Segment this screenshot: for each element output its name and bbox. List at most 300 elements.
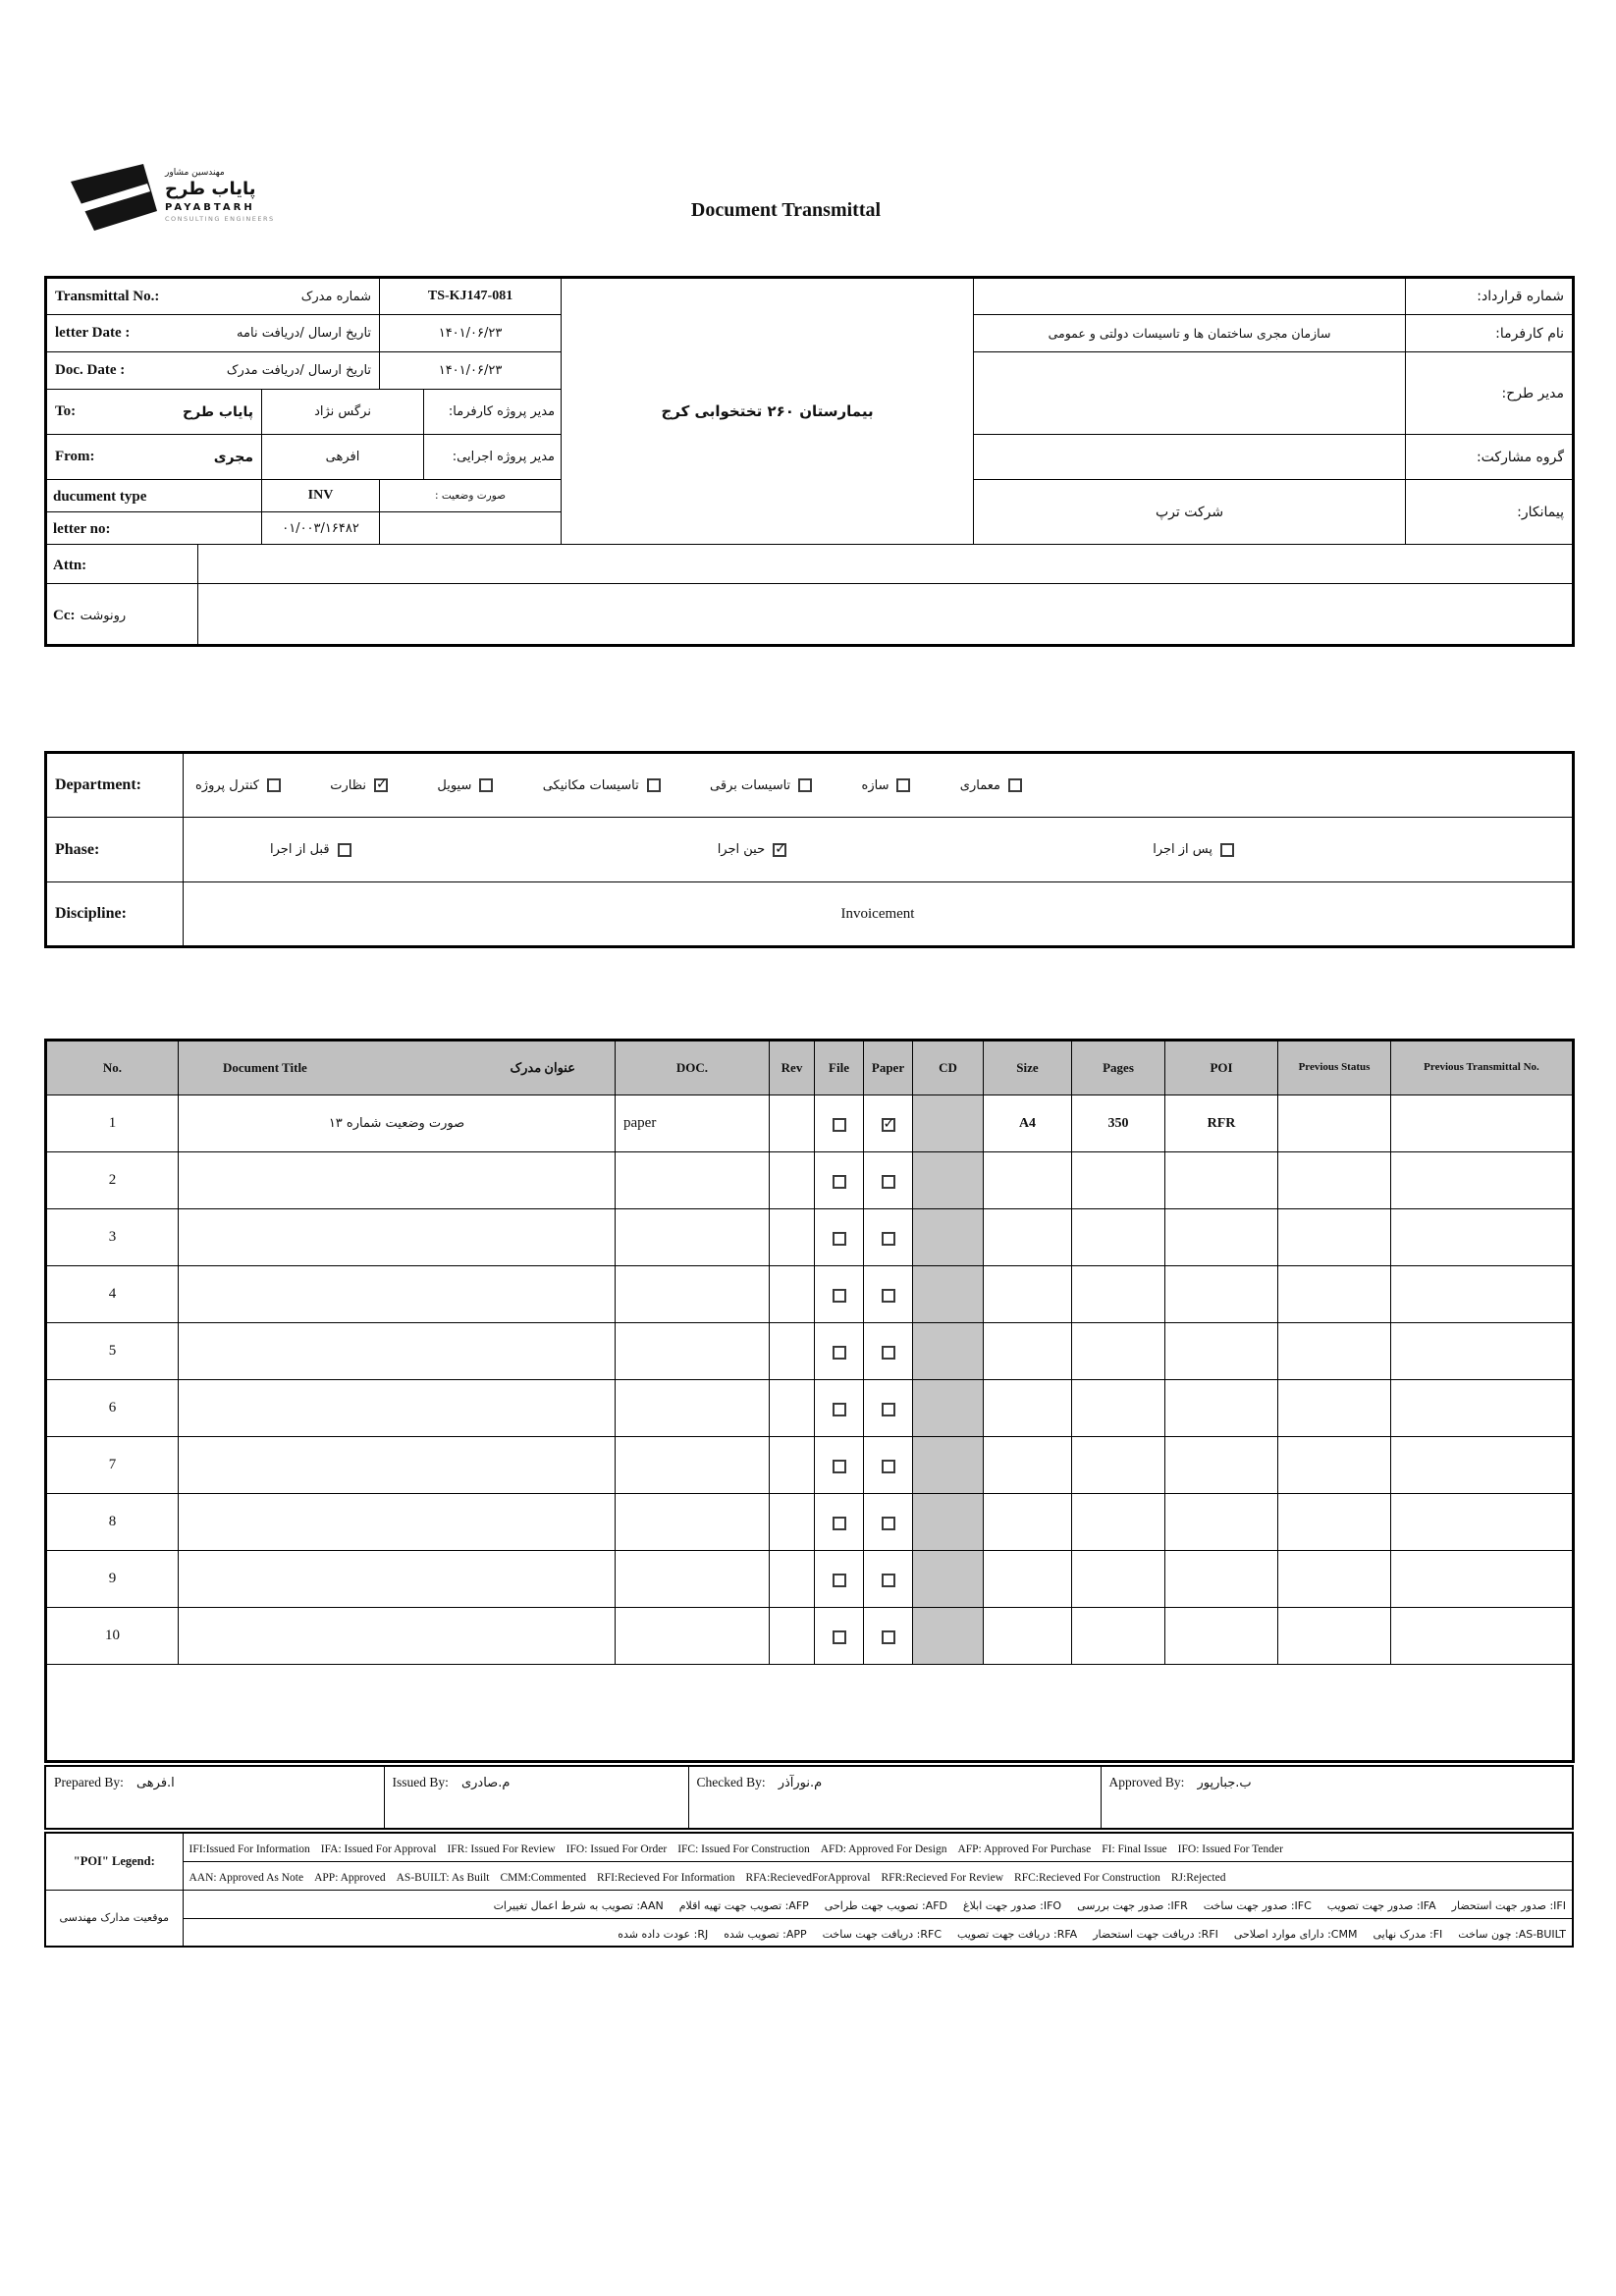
to-cell: [46, 390, 262, 435]
row-cd: [913, 1494, 984, 1551]
row-prev-status: [1278, 1095, 1391, 1152]
row-no: 3: [46, 1209, 179, 1266]
legend-item: RJ:Rejected: [1170, 1872, 1226, 1884]
checked-by-name: م.نورآذر: [778, 1776, 823, 1790]
row-poi: [1165, 1494, 1278, 1551]
cc-label: Cc:: [53, 607, 76, 623]
blank-area: [46, 1665, 1574, 1762]
row-title: [179, 1323, 616, 1380]
page-title: Document Transmittal: [690, 199, 882, 221]
row-pages: [1072, 1551, 1165, 1608]
checkbox-icon[interactable]: [882, 1175, 895, 1189]
option-label: سازه: [861, 777, 889, 793]
row-poi: [1165, 1437, 1278, 1494]
legend-item: IFA: Issued For Approval: [320, 1843, 437, 1856]
checkbox-icon[interactable]: [338, 843, 351, 857]
doc-table-row: [46, 1095, 1574, 1152]
row-prev-transmittal: [1391, 1152, 1574, 1209]
exec-pm-label: مدیر پروژه اجرایی:: [424, 435, 562, 480]
row-pages: [1072, 1266, 1165, 1323]
phase-option[interactable]: [1153, 842, 1234, 857]
client-pm-value: نرگس نژاد: [262, 390, 424, 435]
payabtarh-logo-icon: [69, 162, 159, 233]
empty-cell: [380, 512, 562, 545]
row-poi: [1165, 1323, 1278, 1380]
transmittal-no-label: Transmittal No.:: [55, 288, 160, 304]
row-title: [179, 1152, 616, 1209]
row-size: [984, 1494, 1072, 1551]
prepared-by-name: ا.فرهی: [135, 1776, 175, 1790]
to-label: To:: [55, 403, 77, 419]
department-option[interactable]: [437, 778, 493, 793]
contract-no-value: [974, 278, 1406, 315]
row-file-cell: [815, 1152, 864, 1209]
checkbox-checked-icon[interactable]: [374, 778, 388, 792]
checkbox-icon[interactable]: [833, 1175, 846, 1189]
doc-type-label-fa: صورت وضعیت :: [380, 480, 562, 512]
row-cd: [913, 1323, 984, 1380]
legend-item: AS-BUILT: As Built: [396, 1872, 490, 1884]
row-file-cell: [815, 1437, 864, 1494]
row-prev-status: [1278, 1551, 1391, 1608]
col-header-rev: Rev: [770, 1041, 815, 1095]
row-file-cell: [815, 1323, 864, 1380]
checkbox-icon[interactable]: [882, 1517, 895, 1530]
legend-item: CMM:Commented: [500, 1872, 587, 1884]
doc-type-cell: [46, 480, 262, 512]
col-header-paper: Paper: [864, 1041, 913, 1095]
attn-cell: [46, 545, 198, 584]
row-title: [179, 1266, 616, 1323]
department-options: [184, 778, 1028, 793]
legend-item: FI: Final Issue: [1102, 1843, 1167, 1856]
row-prev-status: [1278, 1608, 1391, 1665]
legend-item: RFR:Recieved For Review: [881, 1872, 1004, 1884]
legend-item: IFC: Issued For Construction: [677, 1843, 810, 1856]
row-pages: [1072, 1494, 1165, 1551]
row-doc: paper: [616, 1095, 770, 1152]
row-prev-transmittal: [1391, 1266, 1574, 1323]
row-rev: [770, 1551, 815, 1608]
checkbox-icon[interactable]: [833, 1118, 846, 1132]
partnership-value: [974, 435, 1406, 480]
option-label: معماری: [959, 777, 1000, 793]
row-paper-cell: [864, 1608, 913, 1665]
row-poi: [1165, 1380, 1278, 1437]
row-pages: [1072, 1323, 1165, 1380]
issued-by-cell: [384, 1766, 688, 1829]
legend-item: RFC: دریافت جهت ساخت: [822, 1927, 943, 1941]
row-cd: [913, 1095, 984, 1152]
row-prev-transmittal: [1391, 1380, 1574, 1437]
col-header-poi: POI: [1165, 1041, 1278, 1095]
row-rev: [770, 1437, 815, 1494]
checkbox-icon[interactable]: [833, 1460, 846, 1473]
legend-item: APP: Approved: [314, 1872, 386, 1884]
checkbox-icon[interactable]: [798, 778, 812, 792]
row-doc: [616, 1494, 770, 1551]
col-header-title: [179, 1041, 616, 1095]
approved-by-cell: [1101, 1766, 1573, 1829]
checkbox-icon[interactable]: [882, 1346, 895, 1360]
doc-table-row: [46, 1608, 1574, 1665]
row-pages: [1072, 1380, 1165, 1437]
row-prev-status: [1278, 1380, 1391, 1437]
legend-table: [44, 1832, 1574, 1948]
checkbox-icon[interactable]: [833, 1346, 846, 1360]
legend-item: IFA: صدور جهت تصویب: [1326, 1899, 1436, 1912]
row-rev: [770, 1608, 815, 1665]
legend-item: IFI: صدور جهت استحضار: [1451, 1899, 1566, 1912]
doc-table-row: [46, 1551, 1574, 1608]
row-prev-transmittal: [1391, 1209, 1574, 1266]
row-paper-cell: [864, 1209, 913, 1266]
row-no: 6: [46, 1380, 179, 1437]
row-cd: [913, 1437, 984, 1494]
row-size: A4: [984, 1095, 1072, 1152]
logo-name-en: PAYABTARH: [165, 202, 255, 213]
row-file-cell: [815, 1551, 864, 1608]
checkbox-checked-icon[interactable]: [773, 843, 786, 857]
legend-item: AFD: Approved For Design: [820, 1843, 947, 1856]
row-prev-status: [1278, 1323, 1391, 1380]
partnership-label: گروه مشارکت:: [1406, 435, 1574, 480]
row-prev-transmittal: [1391, 1095, 1574, 1152]
row-prev-status: [1278, 1152, 1391, 1209]
col-header-title-fa: عنوان مدرک: [510, 1060, 575, 1075]
row-file-cell: [815, 1494, 864, 1551]
checked-by-label: Checked By:: [696, 1775, 766, 1789]
row-no: 8: [46, 1494, 179, 1551]
row-size: [984, 1323, 1072, 1380]
phase-options: [184, 842, 1234, 857]
legend-item: AFP: تصویب جهت تهیه اقلام: [678, 1899, 809, 1912]
department-option[interactable]: [330, 778, 388, 793]
row-rev: [770, 1266, 815, 1323]
row-no: 2: [46, 1152, 179, 1209]
row-poi: [1165, 1608, 1278, 1665]
issued-by-name: م.صادری: [460, 1776, 511, 1790]
legend-en-line-1: [183, 1833, 1573, 1861]
doc-table-row: [46, 1380, 1574, 1437]
legend-item: IFR: Issued For Review: [447, 1843, 556, 1856]
transmittal-no-cell: [46, 278, 380, 315]
client-name-label: نام کارفرما:: [1406, 315, 1574, 352]
doc-table-row: [46, 1323, 1574, 1380]
row-size: [984, 1209, 1072, 1266]
checkbox-icon[interactable]: [833, 1517, 846, 1530]
checkbox-icon[interactable]: [896, 778, 910, 792]
doc-table-row: [46, 1152, 1574, 1209]
row-size: [984, 1437, 1072, 1494]
letter-no-value: ۰۱/۰۰۳/۱۶۴۸۲: [262, 512, 380, 545]
legend-fa-line-1: [183, 1890, 1573, 1918]
logo-name-fa: پایاب طرح: [165, 179, 256, 199]
row-paper-cell: [864, 1266, 913, 1323]
doc-table-row: [46, 1437, 1574, 1494]
row-rev: [770, 1095, 815, 1152]
checkbox-icon[interactable]: [1220, 843, 1234, 857]
cc-value: [198, 584, 1574, 646]
design-manager-value: [974, 352, 1406, 435]
option-label: قبل از اجرا: [270, 842, 330, 857]
department-option[interactable]: [862, 778, 911, 793]
row-pages: [1072, 1608, 1165, 1665]
doc-date-label: Doc. Date :: [55, 362, 126, 378]
option-label: تاسیسات برقی: [710, 777, 791, 793]
row-size: [984, 1551, 1072, 1608]
checkbox-icon[interactable]: [267, 778, 281, 792]
row-doc: [616, 1551, 770, 1608]
poi-legend-label: "POI" Legend:: [45, 1833, 183, 1890]
header-table: [44, 276, 1575, 647]
discipline-value: Invoicement: [184, 882, 1574, 947]
option-label: کنترل پروژه: [195, 777, 259, 793]
checkbox-icon[interactable]: [833, 1630, 846, 1644]
legend-item: IFI:Issued For Information: [189, 1843, 310, 1856]
phase-option[interactable]: [718, 842, 786, 857]
signature-table: [44, 1765, 1574, 1830]
row-cd: [913, 1551, 984, 1608]
row-prev-transmittal: [1391, 1551, 1574, 1608]
option-label: تاسیسات مکانیکی: [542, 777, 639, 793]
doc-date-cell: [46, 352, 380, 390]
legend-item: RFA:RecievedForApproval: [745, 1872, 871, 1884]
row-title: [179, 1551, 616, 1608]
row-file-cell: [815, 1380, 864, 1437]
legend-item: AFP: Approved For Purchase: [957, 1843, 1092, 1856]
row-rev: [770, 1209, 815, 1266]
row-title: صورت وضعیت شماره ۱۳: [179, 1095, 616, 1152]
row-doc: [616, 1437, 770, 1494]
row-prev-transmittal: [1391, 1494, 1574, 1551]
checkbox-checked-icon[interactable]: [882, 1118, 895, 1132]
document-table-header-row: [46, 1041, 1574, 1095]
legend-item: IFR: صدور جهت بررسی: [1077, 1899, 1188, 1912]
row-pages: [1072, 1437, 1165, 1494]
row-paper-cell: [864, 1551, 913, 1608]
row-pages: [1072, 1209, 1165, 1266]
to-value: پایاب طرح: [183, 403, 253, 420]
checkbox-icon[interactable]: [833, 1574, 846, 1587]
row-file-cell: [815, 1209, 864, 1266]
doc-date-value: ۱۴۰۱/۰۶/۲۳: [380, 352, 562, 390]
row-prev-status: [1278, 1437, 1391, 1494]
row-prev-transmittal: [1391, 1323, 1574, 1380]
checkbox-icon[interactable]: [882, 1460, 895, 1473]
row-file-cell: [815, 1608, 864, 1665]
row-doc: [616, 1266, 770, 1323]
checkbox-icon[interactable]: [647, 778, 661, 792]
letter-no-cell: [46, 512, 262, 545]
doc-table-row: [46, 1494, 1574, 1551]
row-size: [984, 1152, 1072, 1209]
row-doc: [616, 1380, 770, 1437]
row-paper-cell: [864, 1494, 913, 1551]
row-title: [179, 1437, 616, 1494]
row-file-cell: [815, 1095, 864, 1152]
col-header-title-en: Document Title: [223, 1060, 307, 1075]
classification-table: [44, 751, 1575, 948]
option-label: حین اجرا: [717, 842, 766, 857]
checkbox-icon[interactable]: [833, 1289, 846, 1303]
logo: [69, 162, 275, 233]
checkbox-icon[interactable]: [882, 1630, 895, 1644]
department-option[interactable]: [543, 778, 661, 793]
checkbox-icon[interactable]: [833, 1232, 846, 1246]
phase-options-cell: [184, 818, 1574, 882]
doc-date-label-fa: تاریخ ارسال /دریافت مدرک: [226, 363, 372, 378]
attn-label: Attn:: [53, 557, 87, 573]
col-header-no: No.: [46, 1041, 179, 1095]
doc-type-value: INV: [262, 480, 380, 512]
legend-item: CMM: دارای موارد اصلاحی: [1233, 1927, 1358, 1941]
department-option[interactable]: [960, 778, 1022, 793]
row-paper-cell: [864, 1152, 913, 1209]
checkbox-icon[interactable]: [882, 1289, 895, 1303]
legend-en-line-2: [183, 1861, 1573, 1890]
row-doc: [616, 1608, 770, 1665]
row-cd: [913, 1266, 984, 1323]
col-header-doc: DOC.: [616, 1041, 770, 1095]
department-option[interactable]: [195, 778, 281, 793]
checkbox-icon[interactable]: [882, 1403, 895, 1416]
row-cd: [913, 1608, 984, 1665]
contractor-value: شرکت ترپ: [974, 480, 1406, 545]
client-name-value: سازمان مجری ساختمان ها و تاسیسات دولتی و عمومی: [974, 315, 1406, 352]
checkbox-icon[interactable]: [479, 778, 493, 792]
contract-no-label: شماره قرارداد:: [1406, 278, 1574, 315]
approved-by-name: ب.جبارپور: [1197, 1776, 1252, 1790]
row-cd: [913, 1152, 984, 1209]
department-label: Department:: [46, 753, 184, 818]
row-prev-transmittal: [1391, 1608, 1574, 1665]
row-title: [179, 1608, 616, 1665]
row-cd: [913, 1380, 984, 1437]
checkbox-icon[interactable]: [1008, 778, 1022, 792]
row-poi: [1165, 1266, 1278, 1323]
legend-item: IFO: صدور جهت ابلاغ: [963, 1899, 1062, 1912]
checkbox-icon[interactable]: [882, 1574, 895, 1587]
legend-item: AS-BUILT: چون ساخت: [1458, 1927, 1566, 1941]
transmittal-no-value: TS-KJ147-081: [380, 278, 562, 315]
legend-item: IFO: Issued For Order: [566, 1843, 668, 1856]
document-table: [44, 1039, 1575, 1763]
client-pm-label: مدیر پروژه کارفرما:: [424, 390, 562, 435]
row-title: [179, 1209, 616, 1266]
legend-item: RFI: دریافت جهت استحضار: [1093, 1927, 1218, 1941]
legend-item: APP: تصویب شده: [724, 1927, 807, 1941]
doc-table-body: [46, 1095, 1574, 1665]
letter-date-value: ۱۴۰۱/۰۶/۲۳: [380, 315, 562, 352]
row-doc: [616, 1209, 770, 1266]
legend-item: RFI:Recieved For Information: [597, 1872, 735, 1884]
row-poi: [1165, 1152, 1278, 1209]
transmittal-no-label-fa: شماره مدرک: [300, 289, 372, 304]
legend-item: RFC:Recieved For Construction: [1014, 1872, 1160, 1884]
checked-by-cell: [688, 1766, 1101, 1829]
row-poi: [1165, 1551, 1278, 1608]
phase-option[interactable]: [270, 842, 351, 857]
row-rev: [770, 1380, 815, 1437]
row-rev: [770, 1494, 815, 1551]
legend-item: AAN: Approved As Note: [189, 1872, 304, 1884]
cc-label-fa: رونوشت: [80, 608, 127, 623]
checkbox-icon[interactable]: [833, 1403, 846, 1416]
row-cd: [913, 1209, 984, 1266]
row-no: 1: [46, 1095, 179, 1152]
letter-no-label: letter no:: [53, 521, 111, 537]
from-value: مجری: [213, 449, 253, 465]
row-size: [984, 1380, 1072, 1437]
issued-by-label: Issued By:: [392, 1775, 449, 1789]
col-header-prev-transmittal: Previous Transmittal No.: [1391, 1041, 1574, 1095]
legend-item: FI: مدرک نهایی: [1373, 1927, 1443, 1941]
logo-tagline: مهندسین مشاور: [165, 168, 225, 178]
row-no: 9: [46, 1551, 179, 1608]
row-no: 5: [46, 1323, 179, 1380]
row-no: 7: [46, 1437, 179, 1494]
legend-item: RJ: عودت داده شده: [618, 1927, 709, 1941]
doc-table-row: [46, 1209, 1574, 1266]
phase-label: Phase:: [46, 818, 184, 882]
row-file-cell: [815, 1266, 864, 1323]
design-manager-label: مدیر طرح:: [1406, 352, 1574, 435]
letter-date-cell: [46, 315, 380, 352]
legend-item: RFA: دریافت جهت تصویب: [957, 1927, 1078, 1941]
discipline-label: Discipline:: [46, 882, 184, 947]
row-prev-status: [1278, 1266, 1391, 1323]
row-no: 10: [46, 1608, 179, 1665]
row-title: [179, 1380, 616, 1437]
exec-pm-value: افرهی: [262, 435, 424, 480]
row-poi: RFR: [1165, 1095, 1278, 1152]
legend-fa-line-2: [183, 1918, 1573, 1947]
row-pages: [1072, 1152, 1165, 1209]
approved-by-label: Approved By:: [1108, 1775, 1185, 1789]
option-label: پس از اجرا: [1153, 842, 1212, 857]
row-rev: [770, 1152, 815, 1209]
row-paper-cell: [864, 1380, 913, 1437]
letter-date-label: letter Date :: [55, 325, 131, 341]
row-prev-transmittal: [1391, 1437, 1574, 1494]
row-no: 4: [46, 1266, 179, 1323]
legend-fa-label: موقعیت مدارک مهندسی: [45, 1890, 183, 1947]
department-option[interactable]: [710, 778, 812, 793]
row-paper-cell: [864, 1437, 913, 1494]
letter-date-label-fa: تاریخ ارسال /دریافت نامه: [237, 326, 372, 341]
row-doc: [616, 1152, 770, 1209]
row-doc: [616, 1323, 770, 1380]
prepared-by-cell: [45, 1766, 384, 1829]
project-name: بیمارستان ۲۶۰ تختخوابی کرج: [562, 278, 974, 545]
row-pages: 350: [1072, 1095, 1165, 1152]
option-label: نظارت: [330, 777, 367, 793]
row-paper-cell: [864, 1095, 913, 1152]
doc-table-row: [46, 1266, 1574, 1323]
doc-table-blank-row: [46, 1665, 1574, 1762]
checkbox-icon[interactable]: [882, 1232, 895, 1246]
row-size: [984, 1266, 1072, 1323]
cc-cell: [46, 584, 198, 646]
from-cell: [46, 435, 262, 480]
doc-type-label: ducument type: [53, 489, 147, 505]
option-label: سیویل: [437, 777, 472, 793]
legend-item: IFC: صدور جهت ساخت: [1203, 1899, 1312, 1912]
col-header-prev-status: Previous Status: [1278, 1041, 1391, 1095]
contractor-label: پیمانکار:: [1406, 480, 1574, 545]
from-label: From:: [55, 449, 95, 464]
